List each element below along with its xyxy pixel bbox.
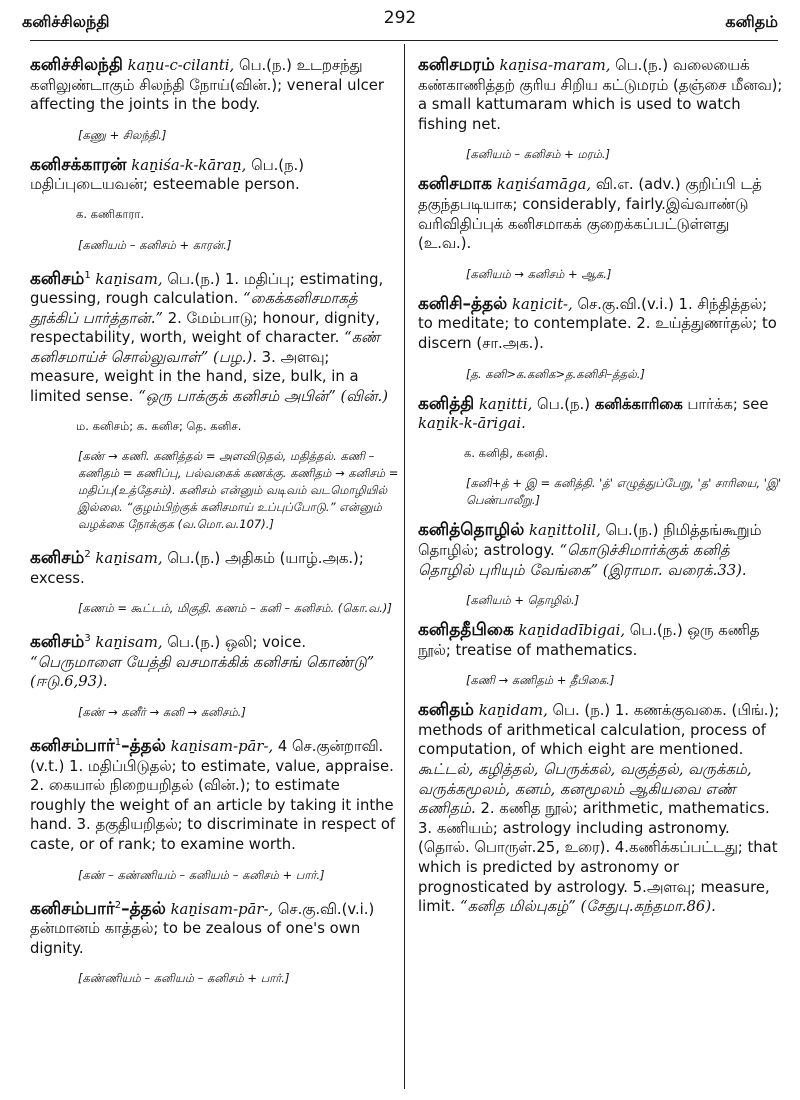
- homonym-number: 2: [84, 549, 91, 561]
- headword-suffix: –த்தல்: [121, 735, 166, 756]
- transliteration: kaṉisam,: [95, 634, 163, 652]
- citation: “பெருமாளை யேத்தி வசமாக்கிக் கனிசங் கொண்டு” (ஈடு.6,93).: [30, 653, 375, 691]
- definition: பெ.(ந.) நிமித்தங்கூறும் தொழில்; astrology.: [418, 522, 762, 559]
- cross-reference-transliteration: kaṉik-k-ārigai.: [418, 415, 526, 433]
- transliteration: kaṉiśamāga,: [496, 176, 592, 194]
- etymology: [கனியம் → கனிசம் + ஆக.]: [466, 266, 612, 281]
- page-number: 292: [383, 8, 417, 28]
- transliteration: kaṉiśa-k-kāraṉ,: [131, 156, 247, 174]
- definition: பெ. (ந.) 1. கணக்குவகை. (பிங்.); methods of arithmetical calculation, process of computation, of which eight are mentioned.: [418, 702, 780, 759]
- etymology: [கண் → கணி. கணித்தல் = அளவிடுதல், மதித்தல். கணி – கணிதம் = கணிப்பு, பல்வகைக் கணக்கு. கணிதம் → கனிசம் = மதிப்பு(உத்தேசம்). கனிசம் என்னும் வடிவம் வடமொழியில் இல்லை. “குழம்பிற்குக் கனிசமாய் உப்புப்போடு.” என்னும் வழக்கை நோக்குக (வ.மொ.வ.107).]: [78, 449, 399, 532]
- cognates: க. கனிதி, கனதி.: [464, 445, 549, 460]
- definition: 2. கணித நூல்; arithmetic, mathematics. 3. கணியம்; astrology including astronomy. (தொல். பொருள்.25, உரை). 4.கணிக்கப்பட்டது; that which is predicted by astronomy or prognosticated by astrology. 5.அளவு; measure, limit.: [418, 800, 778, 916]
- headword: கனிச்சிலந்தி: [30, 55, 123, 75]
- entry: [418, 175, 784, 253]
- entry: [418, 521, 784, 580]
- column-divider: [404, 44, 405, 1089]
- headword: கனிசமாக: [418, 174, 493, 195]
- cognates: க. கணிகாரா.: [76, 206, 145, 221]
- guide-word-left: கனிச்சிலந்தி: [22, 12, 110, 31]
- entry: [30, 896, 400, 959]
- etymology: [கனியம் + தொழில்.]: [466, 593, 580, 608]
- definition: பார்க்க; see: [687, 395, 769, 413]
- transliteration: kaṉisam-pār-,: [170, 737, 274, 755]
- definition: 2. மேம்பாடு; honour, dignity, respectability, worth, weight of character.: [30, 309, 380, 347]
- headword: கனிசக்காரன்: [30, 154, 127, 175]
- definition: பெ.(ந.) ஒரு கணித நூல்; treatise of mathematics.: [418, 622, 760, 659]
- transliteration: kaṉisam-pār-,: [170, 900, 274, 918]
- definition: பெ.(ந.) 1. மதிப்பு; estimating, guessing, rough calculation.: [30, 270, 384, 308]
- headword: கனிசி–த்தல்: [418, 293, 508, 314]
- page-header: [22, 8, 778, 38]
- headword: கனித்தி: [418, 393, 475, 414]
- entry: [418, 56, 784, 134]
- entry: [418, 295, 784, 354]
- headword: கனிததீபிகை: [418, 620, 514, 641]
- citation: “கனித மில்புகழ்” (சேதுபு.கந்தமா.86).: [459, 898, 716, 916]
- citation: “கொடுச்சிமார்க்குக் கனித் தொழில் புரியும் வேங்கை” (இராமா. வரைக்.33).: [418, 541, 747, 579]
- transliteration: kaṉisam,: [95, 550, 163, 568]
- etymology: [கண் → கனீர் → கனி → கனிசம்.]: [78, 705, 246, 720]
- entry: [30, 545, 400, 588]
- entry: [30, 156, 400, 195]
- etymology: [கனியம் – கனிசம் + மரம்.]: [466, 147, 611, 162]
- definition: பெ.(ந.) வலையைக் கண்காணித்தற் குரிய சிறிய கட்டுமரம் (தஞ்சை மீனவ); a small kattumaram which is used to watch fishing net.: [418, 57, 783, 133]
- right-column: [418, 56, 784, 917]
- definition: 4 செ.குன்றாவி. (v.t.) 1. மதிப்பிடுதல்; to estimate, value, appraise. 2. கையால் நிறையறிதல் (வின்.); to estimate roughly the weight of an article by taking it inthe hand. 3. தகுதியறிதல்; to discriminate in respect of caste, or of rank; to examine worth.: [30, 737, 396, 853]
- headword: கனிசம்பார்: [30, 898, 115, 919]
- definition: பெ.(ந.) உடறசந்து களிலுண்டாகும் சிலந்தி நோய்(வின்.); veneral ulcer affecting the joints in the body.: [30, 57, 384, 114]
- homonym-number: 1: [114, 737, 122, 749]
- etymology: [கண் – கண்ணியம் – கனியம் – கனிசம் + பார்.]: [78, 867, 325, 882]
- etymology: [கணு + சிலந்தி.]: [78, 127, 167, 142]
- etymology: [கணி → கணிதம் + தீபிகை.]: [466, 673, 615, 688]
- transliteration: kaṉidadībigai,: [518, 622, 626, 640]
- entry: [30, 56, 400, 115]
- definition: வி.எ. (adv.) குறிப்பி டத் தகுந்தபடியாக; considerably, fairly.இவ்வாண்டு வரிவிதிப்புக் கனிசமாகக் குறைக்கப்பட்டுள்ளது (உ.வ.).: [418, 176, 762, 253]
- headword: கனிசம்: [30, 632, 85, 653]
- headword-suffix: –த்தல்: [121, 898, 166, 919]
- entry: [30, 733, 400, 854]
- definition: 3. அளவு; measure, weight in the hand, size, bulk, in a limited sense.: [30, 348, 359, 406]
- definition: பெ.(ந.) மதிப்புடையவன்; esteemable person.: [30, 156, 305, 194]
- headword: கனிசம்பார்: [30, 735, 115, 756]
- citation: “கைக்கனிசமாகத் தூக்கிப் பார்த்தான்.”: [30, 290, 358, 327]
- transliteration: kaṉisa-maram,: [499, 57, 611, 74]
- definition: பெ.(ந.) ஒலி; voice.: [167, 634, 307, 652]
- etymology: [த. கனி>க.கனிக>த.கனிசி–த்தல்.]: [466, 366, 645, 381]
- etymology: [கணம் = கூட்டம், மிகுதி. கணம் – கனி – கனிசம். (கொ.வ.)]: [78, 601, 392, 616]
- transliteration: kaṉidam,: [478, 702, 548, 720]
- headword: கனிதம்: [418, 700, 474, 721]
- headword: கனிசம்: [30, 268, 85, 289]
- citation: “ஒரு பாக்குக் கனிசம் அபின்” (வின்.): [138, 388, 388, 406]
- cross-reference: கனிக்காரிகை: [594, 395, 683, 413]
- headword: கனித்தொழில்: [418, 520, 525, 541]
- entry: [418, 621, 784, 660]
- transliteration: kaṉisam,: [95, 270, 163, 288]
- transliteration: kaṉu-c-cilanti,: [127, 57, 235, 74]
- transliteration: kaṉicit-,: [512, 295, 573, 313]
- headword: கனிசமரம்: [418, 55, 495, 75]
- homonym-number: 2: [114, 899, 122, 911]
- definition: செ.கு.வி.(v.i.) தன்மானம் காத்தல்; to be zealous of one's own dignity.: [30, 900, 375, 957]
- etymology: [கண்ணியம் – கனியம் – கனிசம் + பார்.]: [78, 971, 290, 986]
- entry: [30, 266, 400, 407]
- transliteration: kaṉitti,: [478, 395, 533, 413]
- cognates: ம. கனிசம்; க. கனிச; தெ. கனிச.: [76, 418, 242, 433]
- transliteration: kaṉittolil,: [529, 522, 601, 540]
- header-rule: [30, 40, 778, 41]
- entry: [418, 395, 784, 434]
- entry: [30, 629, 400, 692]
- headword: கனிசம்: [30, 548, 85, 569]
- entry: [418, 701, 784, 917]
- definition: பெ.(ந.): [537, 395, 591, 413]
- definition: பெ.(ந.) அதிகம் (யாழ்.அக.); excess.: [30, 550, 364, 587]
- homonym-number: 3: [84, 633, 91, 645]
- homonym-number: 1: [84, 269, 91, 281]
- etymology: [கணியம் – கனிசம் + காரன்.]: [78, 237, 232, 252]
- citation: “கண் கனிசமாய்ச் சொல்லுவாள்” (பழ.).: [30, 329, 380, 366]
- definition: செ.கு.வி.(v.i.) 1. சிந்தித்தல்; to meditate; to contemplate. 2. உய்த்துணர்தல்; to discern (சா.அக.).: [418, 295, 777, 352]
- list-of-operations: கூட்டல், கழித்தல், பெருக்கல், வகுத்தல், வருக்கம், வருக்கமூலம், கனம், கனமூலம் ஆகியவை எண் கணிதம்.: [418, 761, 752, 818]
- guide-word-right: கனிதம்: [725, 12, 778, 31]
- etymology: [கனி+த் + இ = கனித்தி. 'த்' எழுத்துப்பேறு, 'த' சாரியை, 'இ' பெண்பாலீறு.]: [466, 476, 782, 508]
- left-column: [30, 56, 400, 999]
